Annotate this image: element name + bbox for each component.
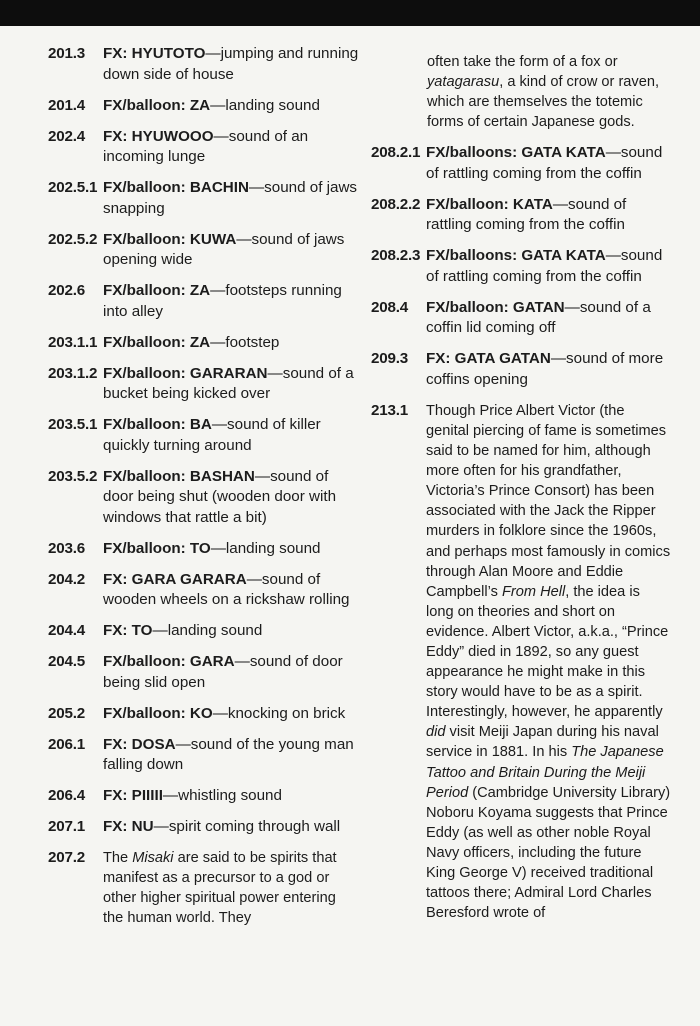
fx-entry bbox=[48, 281, 360, 322]
fx-label: FX: HYUTOTO bbox=[103, 45, 206, 62]
fx-description: sound of door being shut (wooden door with windows that rattle a bit) bbox=[103, 467, 337, 526]
entry-number: 202.6 bbox=[48, 282, 86, 299]
entry-number: 201.3 bbox=[48, 45, 86, 62]
em-dash: — bbox=[175, 735, 191, 753]
entry-text bbox=[103, 364, 360, 405]
fx-description: sound of rattling coming from the coffin bbox=[426, 247, 663, 285]
continued-text-207-2: often take the form of a fox or yatagarasu, a kind of crow or raven, which are themselves the totemic forms of certain Japanese gods. bbox=[427, 54, 660, 131]
em-dash: — bbox=[605, 144, 621, 162]
entry-text bbox=[103, 96, 360, 117]
fx-description: sound of killer quickly turning around bbox=[103, 416, 321, 454]
entry-text bbox=[103, 786, 360, 807]
fx-description: footsteps running into alley bbox=[103, 282, 342, 320]
fx-label: FX: GATA GATAN bbox=[426, 350, 551, 368]
fx-entry bbox=[371, 143, 671, 184]
fx-description: sound of an incoming lunge bbox=[103, 127, 309, 165]
entry-text bbox=[103, 467, 360, 529]
em-dash: — bbox=[210, 96, 226, 114]
fx-description: sound of a coffin lid coming off bbox=[426, 298, 651, 337]
em-dash: — bbox=[236, 230, 252, 248]
entry-text bbox=[103, 704, 360, 725]
entry-text bbox=[426, 195, 671, 236]
em-dash: — bbox=[234, 653, 250, 670]
em-dash: — bbox=[248, 179, 265, 196]
right-entry-list bbox=[371, 143, 671, 390]
fx-description: sound of jaws snapping bbox=[103, 179, 358, 217]
em-dash: — bbox=[210, 539, 226, 557]
entry-text bbox=[103, 817, 360, 838]
fx-entry bbox=[48, 467, 360, 529]
entry-text bbox=[103, 570, 360, 611]
em-dash: — bbox=[153, 818, 169, 835]
entry-number: 203.5.2 bbox=[48, 467, 98, 485]
em-dash: — bbox=[211, 416, 228, 433]
fx-entry bbox=[48, 415, 360, 456]
fx-entry bbox=[48, 652, 360, 693]
fx-label: FX: GARA GARARA bbox=[103, 570, 247, 588]
entry-number: 204.5 bbox=[48, 653, 86, 670]
fx-label: FX/balloon: KUWA bbox=[103, 230, 237, 248]
entry-text bbox=[426, 349, 671, 390]
fx-description: sound of rattling coming from the coffin bbox=[426, 144, 663, 182]
fx-entry bbox=[371, 349, 671, 390]
fx-description: landing sound bbox=[225, 96, 320, 114]
fx-entry bbox=[48, 96, 360, 117]
em-dash: — bbox=[564, 298, 580, 316]
entry-number: 203.5.1 bbox=[48, 416, 98, 433]
fx-entry bbox=[48, 333, 360, 354]
fx-label: FX: HYUWOOO bbox=[103, 127, 214, 145]
fx-label: FX/balloon: BACHIN bbox=[103, 179, 249, 196]
fx-entry bbox=[371, 195, 671, 236]
entry-text bbox=[103, 333, 360, 354]
em-dash: — bbox=[246, 570, 262, 588]
fx-entry bbox=[48, 570, 360, 611]
em-dash: — bbox=[210, 282, 226, 299]
entry-text: Though Price Albert Victor (the genital piercing of fame is sometimes said to be named for him, although more often for his grandfather, Victoria’s Prince Consort) has been associated with the Jack the Ripper murders in folklore since the 1960s, and perhaps most famously in comics through Alan Moore and Eddie Campbell’s From Hell, the idea is long on theories and short on evidence. Albert Victor, a.k.a., “Prince Eddy” died in 1892, so any guest appearance he might make in this story would have to be as a spirit. Interestingly, however, he apparently did visit Meiji Japan during his naval service in 1881. In his The Japanese Tattoo and Britain During the Meiji Period (Cambridge University Library) Noboru Koyama suggests that Prince Eddy (as well as other noble Royal Navy officers, including the future King George V) received traditional tattoos there; Admiral Lord Charles Beresford wrote of bbox=[426, 402, 671, 922]
entry-number: 202.5.1 bbox=[48, 179, 98, 196]
em-dash: — bbox=[267, 364, 283, 382]
fx-description: landing sound bbox=[225, 539, 321, 557]
right-column bbox=[371, 52, 671, 934]
entry-text bbox=[103, 652, 360, 693]
entry-text bbox=[103, 230, 360, 271]
fx-label: FX: TO bbox=[103, 622, 153, 639]
fx-label: FX/balloon: ZA bbox=[103, 282, 211, 299]
fx-label: FX/balloon: ZA bbox=[103, 96, 211, 114]
fx-entry bbox=[48, 735, 360, 776]
fx-entry bbox=[48, 230, 360, 271]
fx-label: FX/balloon: KATA bbox=[426, 195, 553, 213]
entry-number: 213.1 bbox=[371, 401, 409, 419]
fx-description: jumping and running down side of house bbox=[103, 45, 359, 83]
fx-label: FX/balloon: TO bbox=[103, 539, 211, 557]
em-dash: — bbox=[162, 787, 179, 804]
em-dash: — bbox=[254, 467, 271, 485]
entry-text bbox=[103, 178, 360, 219]
fx-entry bbox=[48, 621, 360, 642]
em-dash: — bbox=[210, 333, 226, 351]
entry-text bbox=[103, 539, 360, 560]
em-dash: — bbox=[205, 45, 221, 62]
em-dash: — bbox=[213, 127, 229, 145]
entry-number: 203.1.2 bbox=[48, 364, 98, 382]
fx-entry bbox=[48, 127, 360, 168]
entry-number: 209.3 bbox=[371, 350, 409, 368]
entry-number: 201.4 bbox=[48, 96, 86, 114]
entry-207-2 bbox=[48, 848, 360, 928]
left-entry-list bbox=[48, 44, 360, 838]
fx-label: FX/balloon: KO bbox=[103, 704, 213, 722]
em-dash: — bbox=[550, 350, 567, 368]
fx-label: FX: DOSA bbox=[103, 735, 176, 753]
entry-number: 206.4 bbox=[48, 787, 86, 804]
entry-text: The Misaki are said to be spirits that manifest as a precursor to a god or other higher spiritual power entering the human world. They bbox=[103, 850, 337, 927]
em-dash: — bbox=[552, 195, 569, 213]
entry-number: 207.2 bbox=[48, 849, 86, 866]
fx-entry bbox=[48, 817, 360, 838]
fx-description: sound of jaws opening wide bbox=[103, 230, 345, 268]
entry-number: 205.2 bbox=[48, 704, 86, 722]
entry-text bbox=[103, 621, 360, 642]
entry-number: 208.2.2 bbox=[371, 195, 421, 213]
fx-description: sound of a bucket being kicked over bbox=[103, 364, 354, 402]
entry-number: 202.4 bbox=[48, 127, 86, 145]
fx-label: FX/balloons: GATA KATA bbox=[426, 144, 606, 162]
left-column bbox=[48, 44, 360, 939]
entry-number: 208.4 bbox=[371, 298, 409, 316]
fx-entry bbox=[48, 44, 360, 85]
fx-entry bbox=[48, 178, 360, 219]
fx-description: knocking on brick bbox=[227, 704, 346, 722]
top-black-bar bbox=[0, 0, 700, 26]
entry-number: 204.4 bbox=[48, 622, 86, 639]
entry-text bbox=[103, 44, 360, 85]
fx-entry bbox=[371, 246, 671, 287]
entry-text bbox=[103, 415, 360, 456]
fx-description: spirit coming through wall bbox=[168, 818, 341, 835]
fx-label: FX/balloon: BA bbox=[103, 416, 212, 433]
fx-label: FX/balloon: BASHAN bbox=[103, 467, 255, 485]
entry-text bbox=[426, 143, 671, 184]
fx-description: sound of the young man falling down bbox=[103, 735, 354, 773]
fx-description: footstep bbox=[225, 333, 280, 351]
fx-label: FX/balloon: ZA bbox=[103, 333, 211, 351]
entry-number: 208.2.1 bbox=[371, 144, 421, 162]
entry-213-1 bbox=[371, 401, 671, 923]
entry-number: 202.5.2 bbox=[48, 230, 98, 248]
fx-entry bbox=[371, 298, 671, 339]
fx-entry bbox=[48, 704, 360, 725]
entry-text bbox=[426, 246, 671, 287]
fx-label: FX: NU bbox=[103, 818, 154, 835]
fx-entry bbox=[48, 539, 360, 560]
em-dash: — bbox=[152, 622, 168, 639]
fx-label: FX/balloons: GATA KATA bbox=[426, 247, 606, 265]
fx-description: sound of wooden wheels on a rickshaw rolling bbox=[103, 570, 350, 608]
entry-number: 204.2 bbox=[48, 570, 86, 588]
fx-description: landing sound bbox=[167, 622, 263, 639]
em-dash: — bbox=[212, 704, 228, 722]
entry-text bbox=[103, 281, 360, 322]
fx-label: FX: PIIIII bbox=[103, 787, 163, 804]
fx-entry bbox=[48, 786, 360, 807]
fx-label: FX/balloon: GARARAN bbox=[103, 364, 268, 382]
fx-entry bbox=[48, 364, 360, 405]
entry-number: 206.1 bbox=[48, 735, 86, 753]
entry-number: 207.1 bbox=[48, 818, 86, 835]
fx-description: sound of door being slid open bbox=[103, 653, 343, 691]
fx-description: sound of more coffins opening bbox=[426, 350, 664, 388]
em-dash: — bbox=[605, 247, 621, 265]
entry-text bbox=[426, 298, 671, 339]
fx-label: FX/balloon: GARA bbox=[103, 653, 235, 670]
fx-label: FX/balloon: GATAN bbox=[426, 298, 565, 316]
entry-number: 203.1.1 bbox=[48, 333, 98, 351]
entry-text bbox=[103, 735, 360, 776]
fx-description: sound of rattling coming from the coffin bbox=[426, 195, 627, 234]
entry-text bbox=[103, 127, 360, 168]
entry-number: 208.2.3 bbox=[371, 247, 421, 265]
entry-number: 203.6 bbox=[48, 539, 86, 557]
fx-description: whistling sound bbox=[178, 787, 282, 804]
